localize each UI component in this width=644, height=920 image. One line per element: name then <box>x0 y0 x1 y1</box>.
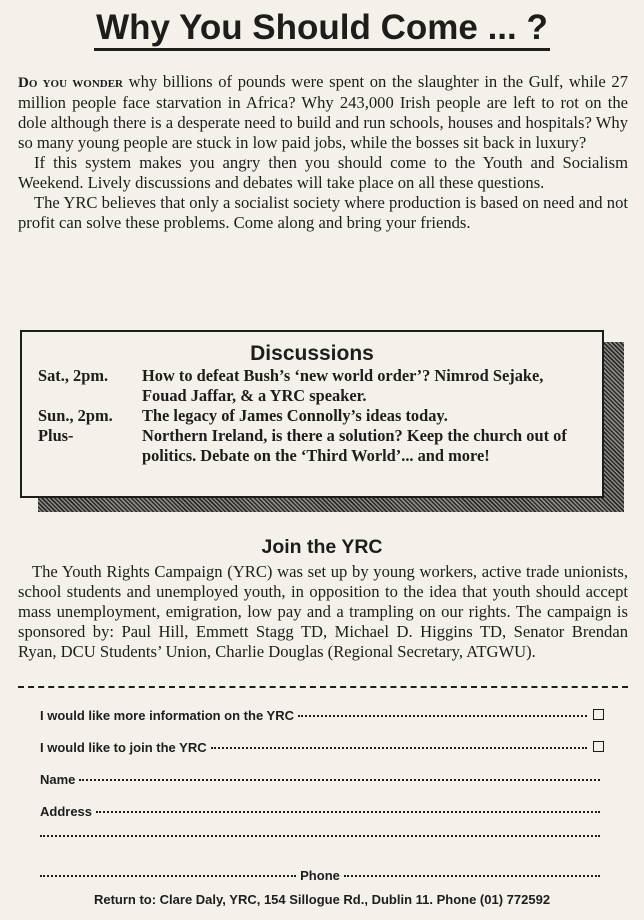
dotted-line <box>40 835 600 837</box>
address-field-line-2[interactable] <box>40 838 604 840</box>
address-field[interactable] <box>40 804 604 819</box>
discussion-topic: How to defeat Bush’s ‘new world order’? Nimrod Sejake, Fouad Jaffar, & a YRC speaker. <box>142 366 544 405</box>
name-label: Name <box>40 772 76 787</box>
discussion-row <box>22 406 602 426</box>
intro-text <box>18 72 628 233</box>
cut-line <box>18 686 628 688</box>
discussion-day: Plus- <box>38 426 74 445</box>
page-title: Why You Should Come ... ? <box>0 8 644 48</box>
return-address: Return to: Clare Daly, YRC, 154 Sillogue Rd., Dublin 11. Phone (01) 772592 <box>93 892 551 907</box>
discussion-topic: The legacy of James Connolly’s ideas today. <box>142 406 448 425</box>
intro-lead: Do you wonder <box>18 75 124 91</box>
phone-field[interactable] <box>40 868 604 883</box>
dotted-line <box>344 875 600 877</box>
intro-paragraph-1: Do you wonder why billions of pounds were spent on the slaughter in the Gulf, while 27 million people face starvation in Africa? Why 243,000 Irish people are left to rot on the dole although there is a desperate need to build and run schools, houses and hospitals? Why so many young people are stuck in low paid jobs, while the bosses sit back in luxury? <box>18 72 629 152</box>
address-label: Address <box>40 804 93 819</box>
phone-label: Phone <box>300 868 340 883</box>
intro-paragraph-2: If this system makes you angry then you should come to the Youth and Socialism Weekend. Lively discussions and debates will take place on all these questions. <box>18 153 628 192</box>
discussions-heading: Discussions <box>250 342 374 365</box>
name-field[interactable] <box>40 772 604 787</box>
join-line <box>40 740 604 755</box>
join-text: The Youth Rights Campaign (YRC) was set up by young workers, active trade unionists, school students and unemployed youth, in opposition to the idea that youth should accept mass unemployment, emigration, low pay and a trampling on our rights. The campaign is sponsored by: Paul Hill, Emmett Stagg TD, Michael D. Higgins TD, Senator Brendan Ryan, DCU Students’ Union, Charlie Douglas (Regional Secretary, ATGWU). <box>18 562 628 661</box>
discussion-day: Sun., 2pm. <box>38 406 113 425</box>
dotted-line <box>211 747 587 749</box>
dotted-line <box>96 811 600 813</box>
join-heading: Join the YRC <box>261 536 383 558</box>
discussion-row <box>22 366 602 406</box>
join-checkbox[interactable] <box>593 741 604 752</box>
dotted-line <box>298 715 587 717</box>
dotted-line <box>40 875 296 877</box>
join-label: I would like to join the YRC <box>40 740 207 755</box>
more-info-label: I would like more information on the YRC <box>40 708 295 723</box>
discussions-box <box>20 330 604 498</box>
discussion-row <box>22 426 602 466</box>
intro-paragraph-3: The YRC believes that only a socialist society where production is based on need and not profit can solve these problems. Come along and bring your friends. <box>18 193 628 232</box>
dotted-line <box>79 779 600 781</box>
more-info-line <box>40 708 604 723</box>
discussion-day: Sat., 2pm. <box>38 366 109 385</box>
more-info-checkbox[interactable] <box>593 709 604 720</box>
discussion-topic: Northern Ireland, is there a solution? Keep the church out of politics. Debate on the ‘Third World’... and more! <box>142 426 567 465</box>
